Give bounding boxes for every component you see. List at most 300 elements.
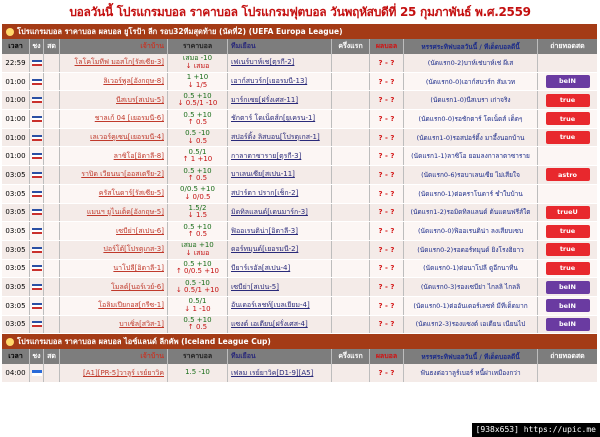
odds-line: ↓ 0/0.5 bbox=[184, 192, 211, 201]
league-heading bbox=[2, 24, 597, 39]
home-team-link[interactable]: ปอร์โต้[โปรตุเกส-3] bbox=[103, 245, 164, 254]
column-header: ชง bbox=[30, 39, 44, 54]
country-flag bbox=[30, 147, 44, 165]
flag-icon bbox=[32, 79, 42, 85]
column-header: ผลบอล bbox=[370, 349, 404, 364]
table-row bbox=[2, 297, 597, 316]
column-header: หรรศระทิฟบอลวันนี้ / ทีเด็ดบอลดีนี้ bbox=[404, 349, 538, 364]
flag-icon bbox=[32, 135, 42, 141]
column-header: ราคาบอล bbox=[168, 349, 228, 364]
flag-icon bbox=[32, 265, 42, 271]
home-team[interactable] bbox=[60, 110, 168, 128]
kickoff-time: 03:05 bbox=[2, 166, 30, 184]
league-icon bbox=[6, 338, 14, 346]
full-time-score: ? - ? bbox=[370, 166, 404, 184]
home-team-link[interactable]: นีสเบร[สเปน-5] bbox=[116, 95, 164, 104]
live-broadcast[interactable] bbox=[538, 110, 597, 128]
broadcast-logo-icon[interactable]: trueU bbox=[546, 206, 590, 219]
kickoff-time: 03:05 bbox=[2, 297, 30, 315]
league-title: โปรแกรมบอล ราคาบอล ผลบอล ยูโรป้า ลีก รอบ32ทีมสุดท้าย (นัดที่2) (UEFA Europa League) bbox=[17, 27, 343, 36]
flag-icon bbox=[32, 321, 42, 327]
channel-cell bbox=[44, 364, 60, 382]
home-team[interactable] bbox=[60, 129, 168, 147]
odds-line: 0.5 +10 bbox=[183, 222, 212, 231]
league-title: โปรแกรมบอล ราคาบอล ผลบอล ไอซ์แลนด์ ลีกคัพ (Iceland League Cup) bbox=[17, 337, 271, 347]
table-row bbox=[2, 166, 597, 185]
odds-line: ↑ 0/0.5 +10 bbox=[175, 267, 220, 276]
away-team[interactable] bbox=[228, 185, 332, 203]
odds-line: 0.5/1 bbox=[188, 147, 207, 156]
column-header: ครึ่งแรก bbox=[332, 349, 370, 364]
away-team[interactable] bbox=[228, 204, 332, 222]
away-team-link[interactable]: บาเลนเซีย[สเปน-11] bbox=[231, 170, 295, 179]
away-team[interactable] bbox=[228, 364, 332, 382]
live-broadcast[interactable] bbox=[538, 185, 597, 203]
table-row bbox=[2, 129, 597, 148]
home-team-link[interactable]: ครัสโนดาร์[รัสเซีย-5] bbox=[98, 189, 164, 198]
flag-icon bbox=[32, 172, 42, 178]
table-row bbox=[2, 91, 597, 110]
flag-icon bbox=[32, 97, 42, 103]
column-header: เจ้าบ้าน bbox=[60, 349, 168, 364]
away-team-link[interactable]: สปอร์ติ้ง ลิสบอน[โปรตุเกส-1] bbox=[231, 133, 320, 142]
table-row bbox=[2, 147, 597, 166]
table-row bbox=[2, 54, 597, 73]
column-header: ชง bbox=[30, 349, 44, 364]
column-header: ราคาบอล bbox=[168, 39, 228, 54]
home-team-link[interactable]: เซบีย่า[สเปน-6] bbox=[116, 226, 164, 235]
home-team[interactable] bbox=[60, 222, 168, 240]
odds-line: เสมอ +10 bbox=[181, 241, 214, 250]
country-flag bbox=[30, 222, 44, 240]
half-time-score bbox=[332, 110, 370, 128]
column-header: ผลบอล bbox=[370, 39, 404, 54]
channel-cell bbox=[44, 204, 60, 222]
half-time-score bbox=[332, 241, 370, 259]
odds-line: 1.5/2 bbox=[188, 203, 207, 212]
column-header: หรรศระทิฟบอลวันนี้ / ทีเด็ดบอลดีนี้ bbox=[404, 39, 538, 54]
live-broadcast[interactable] bbox=[538, 147, 597, 165]
odds-line: ↓ 1 -10 bbox=[184, 304, 211, 313]
home-team-link[interactable]: นาโปลี[อิตาลี-1] bbox=[113, 263, 164, 272]
prediction-tip[interactable]: (นัดแรก0-2)รอดอร์ทมุนด์ ยิงโรงฮิยาว bbox=[404, 241, 538, 259]
away-team-link[interactable]: อันเดอร์เลชท์[เบลเยียม-4] bbox=[231, 301, 310, 310]
home-team[interactable] bbox=[60, 91, 168, 109]
page-title: บอลวันนี้ โปรแกรมบอล ราคาบอล โปรแกรมฟุตบอล วันพฤหัสบดีที่ 25 กุมภาพันธ์ พ.ศ.2559 bbox=[69, 5, 531, 19]
full-time-score: ? - ? bbox=[370, 316, 404, 334]
full-time-score: ? - ? bbox=[370, 73, 404, 91]
home-team[interactable] bbox=[60, 260, 168, 278]
country-flag bbox=[30, 54, 44, 72]
live-broadcast[interactable] bbox=[538, 364, 597, 382]
league-heading bbox=[2, 334, 597, 349]
country-flag bbox=[30, 260, 44, 278]
odds-cell bbox=[168, 129, 228, 147]
broadcast-logo-icon[interactable]: true bbox=[546, 94, 590, 107]
odds-cell bbox=[168, 278, 228, 296]
broadcast-logo-icon[interactable] bbox=[546, 367, 590, 380]
prediction-tip[interactable]: (นัดแรก0-2)บาห์เช่บาห์เช่ ผีเส bbox=[404, 54, 538, 72]
home-team-link[interactable]: โลโคโมทีฟ มอสโก[รัสเซีย-3] bbox=[74, 58, 164, 67]
channel-cell bbox=[44, 241, 60, 259]
prediction-tip[interactable]: (นัดแรก0-1)ต่ออันเดอร์เลชท์ มีทีเด็ดมาก bbox=[404, 297, 538, 315]
away-team-link[interactable]: เอาก์สบวร์ก[เยอรมนี-13] bbox=[231, 77, 308, 86]
away-team[interactable] bbox=[228, 166, 332, 184]
broadcast-logo-icon[interactable]: beIN bbox=[546, 318, 590, 331]
home-team[interactable] bbox=[60, 147, 168, 165]
live-broadcast[interactable] bbox=[538, 278, 597, 296]
country-flag bbox=[30, 364, 44, 382]
table-row bbox=[2, 222, 597, 241]
image-size-watermark: [938x653] https://upic.me bbox=[472, 423, 600, 437]
country-flag bbox=[30, 91, 44, 109]
away-team-link[interactable]: แซงต์ เอเตียน[ฝรั่งเศส-4] bbox=[231, 319, 308, 328]
channel-cell bbox=[44, 260, 60, 278]
live-broadcast[interactable] bbox=[538, 73, 597, 91]
odds-line: 0.5/1 bbox=[188, 297, 207, 306]
country-flag bbox=[30, 241, 44, 259]
live-broadcast[interactable] bbox=[538, 260, 597, 278]
broadcast-logo-icon[interactable]: true bbox=[546, 112, 590, 125]
table-row bbox=[2, 316, 597, 335]
full-time-score: ? - ? bbox=[370, 204, 404, 222]
live-broadcast[interactable] bbox=[538, 222, 597, 240]
kickoff-time: 01:00 bbox=[2, 129, 30, 147]
broadcast-logo-icon[interactable] bbox=[546, 150, 590, 163]
country-flag bbox=[30, 166, 44, 184]
away-team-link[interactable]: บียาร์เรอัล[สเปน-4] bbox=[231, 263, 291, 272]
flag-icon bbox=[32, 228, 42, 234]
broadcast-logo-icon[interactable] bbox=[546, 187, 590, 200]
table-row bbox=[2, 73, 597, 92]
full-time-score: ? - ? bbox=[370, 185, 404, 203]
full-time-score: ? - ? bbox=[370, 241, 404, 259]
prediction-tip[interactable]: (นัดแรก2-3)รองแซงต์ เอเตียน เนียนไป bbox=[404, 316, 538, 334]
half-time-score bbox=[332, 316, 370, 334]
prediction-tip[interactable]: (นัดแรก1-1)ลาซิโอ ยอมลงกาลาตาซาราย bbox=[404, 147, 538, 165]
channel-cell bbox=[44, 166, 60, 184]
prediction-tip[interactable]: (นัดแรก0-6)รอบาเลนเซีย ไม่เสียใจ bbox=[404, 166, 538, 184]
broadcast-logo-icon[interactable]: beIN bbox=[546, 299, 590, 312]
table-row bbox=[2, 110, 597, 129]
live-broadcast[interactable] bbox=[538, 166, 597, 184]
odds-line: 1.5 -10 bbox=[185, 368, 210, 377]
half-time-score bbox=[332, 129, 370, 147]
odds-cell bbox=[168, 147, 228, 165]
prediction-tip[interactable]: (นัดแรก0-1)ต่อนาโปลี ดูอีกนาทีน bbox=[404, 260, 538, 278]
full-time-score: ? - ? bbox=[370, 110, 404, 128]
column-header: ทีมเยือน bbox=[228, 39, 332, 54]
away-team[interactable] bbox=[228, 147, 332, 165]
odds-cell bbox=[168, 204, 228, 222]
broadcast-logo-icon[interactable]: true bbox=[546, 243, 590, 256]
odds-line: ↓ 1.5 bbox=[187, 211, 208, 220]
full-time-score: ? - ? bbox=[370, 147, 404, 165]
channel-cell bbox=[44, 278, 60, 296]
odds-line: 0.5 -10 bbox=[185, 129, 210, 138]
prediction-tip[interactable]: (นัดแรก0-1)ต่อคราโนดาร์ ชำใบบ้าน bbox=[404, 185, 538, 203]
broadcast-logo-icon[interactable]: true bbox=[546, 225, 590, 238]
away-team-link[interactable]: ชักตาร์ โดเน็ตส์ก[ยูเครน-1] bbox=[231, 114, 316, 123]
kickoff-time: 01:00 bbox=[2, 73, 30, 91]
channel-cell bbox=[44, 316, 60, 334]
odds-cell bbox=[168, 91, 228, 109]
half-time-score bbox=[332, 73, 370, 91]
odds-line: เสมอ -10 bbox=[182, 54, 213, 63]
home-team[interactable] bbox=[60, 364, 168, 382]
home-team-link[interactable]: ราปิด เวียนนา[ออสเตรีย-2] bbox=[81, 170, 164, 179]
away-team-link[interactable]: มิดทิลแลนด์[เดนมาร์ก-3] bbox=[231, 207, 308, 216]
odds-cell bbox=[168, 110, 228, 128]
away-team[interactable] bbox=[228, 54, 332, 72]
away-team-link[interactable]: กาลาตาซาราย[ตุรกี-3] bbox=[231, 151, 302, 160]
half-time-score bbox=[332, 91, 370, 109]
channel-cell bbox=[44, 222, 60, 240]
away-team[interactable] bbox=[228, 241, 332, 259]
prediction-tip[interactable]: (นัดแรก0-0)เอาก์สบวร์ก สัมเวท bbox=[404, 73, 538, 91]
odds-line: ↑ 0.5 bbox=[187, 173, 208, 182]
home-team[interactable] bbox=[60, 316, 168, 334]
odds-line: ↑ 1 +10 bbox=[182, 155, 213, 164]
country-flag bbox=[30, 204, 44, 222]
home-team[interactable] bbox=[60, 278, 168, 296]
odds-line: ↓ เสมอ bbox=[185, 61, 210, 70]
odds-line: 0.5 +10 bbox=[183, 316, 212, 325]
fixtures-table bbox=[2, 24, 597, 383]
odds-cell bbox=[168, 297, 228, 315]
channel-cell bbox=[44, 129, 60, 147]
away-team[interactable] bbox=[228, 91, 332, 109]
column-header: ถ่ายทอดสด bbox=[550, 352, 585, 361]
home-team-link[interactable]: ชาลเก้ 04 [เยอรมนี-6] bbox=[94, 114, 164, 123]
odds-line: ↑ 0.5 bbox=[187, 117, 208, 126]
kickoff-time: 03:05 bbox=[2, 278, 30, 296]
full-time-score: ? - ? bbox=[370, 222, 404, 240]
odds-line: 0.5 +10 bbox=[183, 91, 212, 100]
odds-line: ↑ 0.5 bbox=[187, 323, 208, 332]
live-broadcast[interactable] bbox=[538, 91, 597, 109]
home-team[interactable] bbox=[60, 297, 168, 315]
away-team[interactable] bbox=[228, 260, 332, 278]
broadcast-logo-icon[interactable]: beIN bbox=[546, 75, 590, 88]
kickoff-time: 04:00 bbox=[2, 364, 30, 382]
kickoff-time: 03:05 bbox=[2, 185, 30, 203]
kickoff-time: 01:00 bbox=[2, 110, 30, 128]
home-team[interactable] bbox=[60, 241, 168, 259]
flag-icon bbox=[32, 209, 42, 215]
odds-line: 0/0.5 +10 bbox=[180, 185, 215, 194]
odds-cell bbox=[168, 54, 228, 72]
full-time-score: ? - ? bbox=[370, 297, 404, 315]
away-team-link[interactable]: เฟเนร์บาห์เช[ตุรกี-2] bbox=[231, 58, 295, 67]
country-flag bbox=[30, 185, 44, 203]
odds-cell bbox=[168, 364, 228, 382]
away-team[interactable] bbox=[228, 110, 332, 128]
full-time-score: ? - ? bbox=[370, 91, 404, 109]
away-team-link[interactable]: สปาร์ตา ปราก[เช็ก-2] bbox=[231, 189, 299, 198]
table-row bbox=[2, 278, 597, 297]
home-team-link[interactable]: โมลด์[นอร์เวย์-6] bbox=[111, 282, 164, 291]
prediction-tip[interactable]: ฟันธงต่อวาลูร์เบอร์ หนี้ผ่าเหมืองกว่า bbox=[404, 364, 538, 382]
half-time-score bbox=[332, 297, 370, 315]
prediction-tip[interactable]: (นัดแรก0-0)รอชักตาร์ โดเน็ตส์ เด็ดๆ bbox=[404, 110, 538, 128]
broadcast-logo-icon[interactable] bbox=[546, 56, 590, 69]
half-time-score bbox=[332, 278, 370, 296]
flag-icon bbox=[32, 370, 42, 376]
half-time-score bbox=[332, 260, 370, 278]
prediction-tip[interactable]: (นัดแรก0-0)ฟิออเรนติน่า ลงเสียบเซบ bbox=[404, 222, 538, 240]
full-time-score: ? - ? bbox=[370, 54, 404, 72]
column-header: ถ่ายทอดสด bbox=[550, 42, 585, 50]
column-header: สด bbox=[44, 349, 60, 364]
live-broadcast[interactable] bbox=[538, 129, 597, 147]
broadcast-logo-icon[interactable]: beIN bbox=[546, 281, 590, 294]
kickoff-time: 22:59 bbox=[2, 54, 30, 72]
flag-icon bbox=[32, 153, 42, 159]
away-team-link[interactable]: มาร์กเซย[ฝรั่งเศส-11] bbox=[231, 95, 299, 104]
prediction-tip[interactable]: (นัดแรก1-2)รอมิดทิลแลนด์ ต้นแดนฟรีส์ใต bbox=[404, 204, 538, 222]
odds-cell bbox=[168, 73, 228, 91]
table-row bbox=[2, 364, 597, 383]
kickoff-time: 03:05 bbox=[2, 222, 30, 240]
prediction-tip[interactable]: (นัดแรก1-0)รอสปอร์ติ้ง มาอึ้งนอกบ้าน bbox=[404, 129, 538, 147]
away-team-link[interactable]: ฟิออเรนติน่า[อิตาลี-3] bbox=[231, 226, 298, 235]
broadcast-logo-icon[interactable]: true bbox=[546, 131, 590, 144]
live-broadcast[interactable] bbox=[538, 297, 597, 315]
kickoff-time: 01:00 bbox=[2, 91, 30, 109]
home-team[interactable] bbox=[60, 204, 168, 222]
table-header bbox=[2, 39, 597, 54]
odds-line: ↓ 0.5 bbox=[187, 136, 208, 145]
column-header: เจ้าบ้าน bbox=[60, 39, 168, 54]
full-time-score: ? - ? bbox=[370, 278, 404, 296]
flag-icon bbox=[32, 60, 42, 66]
column-header: ครึ่งแรก bbox=[332, 39, 370, 54]
half-time-score bbox=[332, 54, 370, 72]
away-team[interactable] bbox=[228, 297, 332, 315]
channel-cell bbox=[44, 54, 60, 72]
live-broadcast[interactable] bbox=[538, 54, 597, 72]
flag-icon bbox=[32, 116, 42, 122]
kickoff-time: 03:05 bbox=[2, 260, 30, 278]
odds-line: 0.5 +10 bbox=[183, 260, 212, 268]
away-team[interactable] bbox=[228, 316, 332, 334]
half-time-score bbox=[332, 222, 370, 240]
table-row bbox=[2, 241, 597, 260]
odds-line: ↓ 0.5/1 +10 bbox=[175, 286, 220, 295]
away-team[interactable] bbox=[228, 73, 332, 91]
table-row bbox=[2, 260, 597, 279]
odds-cell bbox=[168, 166, 228, 184]
half-time-score bbox=[332, 204, 370, 222]
odds-line: ↓ 1/5 bbox=[187, 80, 208, 89]
table-row bbox=[2, 185, 597, 204]
home-team[interactable] bbox=[60, 185, 168, 203]
country-flag bbox=[30, 73, 44, 91]
table-row bbox=[2, 204, 597, 223]
live-broadcast[interactable] bbox=[538, 316, 597, 334]
channel-cell bbox=[44, 297, 60, 315]
away-team[interactable] bbox=[228, 129, 332, 147]
away-team[interactable] bbox=[228, 222, 332, 240]
odds-line: ↓ เสมอ bbox=[185, 248, 210, 257]
flag-icon bbox=[32, 247, 42, 253]
column-header: เวลา bbox=[2, 39, 30, 54]
odds-cell bbox=[168, 316, 228, 334]
live-broadcast[interactable] bbox=[538, 204, 597, 222]
flag-icon bbox=[32, 191, 42, 197]
half-time-score bbox=[332, 185, 370, 203]
live-broadcast[interactable] bbox=[538, 241, 597, 259]
odds-line: ↑ 0.5 bbox=[187, 230, 208, 239]
away-team-link[interactable]: เฟลม เรย์ยาวิค[D1-9][A5] bbox=[231, 368, 314, 377]
channel-cell bbox=[44, 73, 60, 91]
channel-cell bbox=[44, 110, 60, 128]
home-team-link[interactable]: เลเวอร์คูเซน[เยอรมนี-4] bbox=[90, 133, 164, 142]
home-team-link[interactable]: บาเซิ่ล[สวิส-1] bbox=[119, 319, 164, 328]
country-flag bbox=[30, 278, 44, 296]
home-team[interactable] bbox=[60, 54, 168, 72]
home-team[interactable] bbox=[60, 73, 168, 91]
country-flag bbox=[30, 129, 44, 147]
column-header: ทีมเยือน bbox=[228, 349, 332, 364]
kickoff-time: 01:00 bbox=[2, 147, 30, 165]
full-time-score: ? - ? bbox=[370, 129, 404, 147]
away-team-link[interactable]: ดอร์ทมุนด์[เยอรมนี-2] bbox=[231, 245, 299, 254]
odds-line: 0.5 +10 bbox=[183, 166, 212, 175]
broadcast-logo-icon[interactable]: astro bbox=[546, 168, 590, 181]
column-header: สด bbox=[44, 39, 60, 54]
country-flag bbox=[30, 316, 44, 334]
table-header bbox=[2, 349, 597, 364]
prediction-tip[interactable]: (นัดแรก1-0)นีสเบรา เก่าจริง bbox=[404, 91, 538, 109]
odds-line: ↓ 0.5/1 -10 bbox=[177, 99, 218, 108]
country-flag bbox=[30, 297, 44, 315]
home-team[interactable] bbox=[60, 166, 168, 184]
home-team-link[interactable]: ลิเวอร์พูล[อังกฤษ-8] bbox=[103, 77, 164, 86]
half-time-score bbox=[332, 364, 370, 382]
half-time-score bbox=[332, 166, 370, 184]
flag-icon bbox=[32, 284, 42, 290]
full-time-score: ? - ? bbox=[370, 364, 404, 382]
away-team-link[interactable]: เซบีย่า[สเปน-5] bbox=[231, 282, 279, 291]
league-icon bbox=[6, 28, 14, 36]
odds-cell bbox=[168, 222, 228, 240]
odds-line: 0.5 -10 bbox=[185, 278, 210, 287]
kickoff-time: 03:05 bbox=[2, 316, 30, 334]
broadcast-logo-icon[interactable]: true bbox=[546, 262, 590, 275]
full-time-score: ? - ? bbox=[370, 260, 404, 278]
home-team-link[interactable]: โอลิมเปียกอส[กรีซ-1] bbox=[98, 301, 164, 310]
channel-cell bbox=[44, 91, 60, 109]
odds-cell bbox=[168, 260, 228, 278]
home-team-link[interactable]: [A1][PR-5]วาลูร์ เรย์ยาวิค bbox=[83, 368, 164, 377]
channel-cell bbox=[44, 147, 60, 165]
prediction-tip[interactable]: (นัดแรก0-3)รองเซบีย่า ไกลลิ ไกลลิ bbox=[404, 278, 538, 296]
kickoff-time: 03:05 bbox=[2, 241, 30, 259]
half-time-score bbox=[332, 147, 370, 165]
away-team[interactable] bbox=[228, 278, 332, 296]
odds-cell bbox=[168, 241, 228, 259]
flag-icon bbox=[32, 303, 42, 309]
channel-cell bbox=[44, 185, 60, 203]
home-team-link[interactable]: ลาซิโอ[อิตาลี-8] bbox=[113, 151, 164, 160]
home-team-link[interactable]: แมนฯ ยูไนเต็ด[อังกฤษ-5] bbox=[86, 207, 164, 216]
odds-cell bbox=[168, 185, 228, 203]
odds-line: 1 +10 bbox=[186, 73, 209, 82]
kickoff-time: 03:05 bbox=[2, 204, 30, 222]
odds-line: 0.5 +10 bbox=[183, 110, 212, 119]
